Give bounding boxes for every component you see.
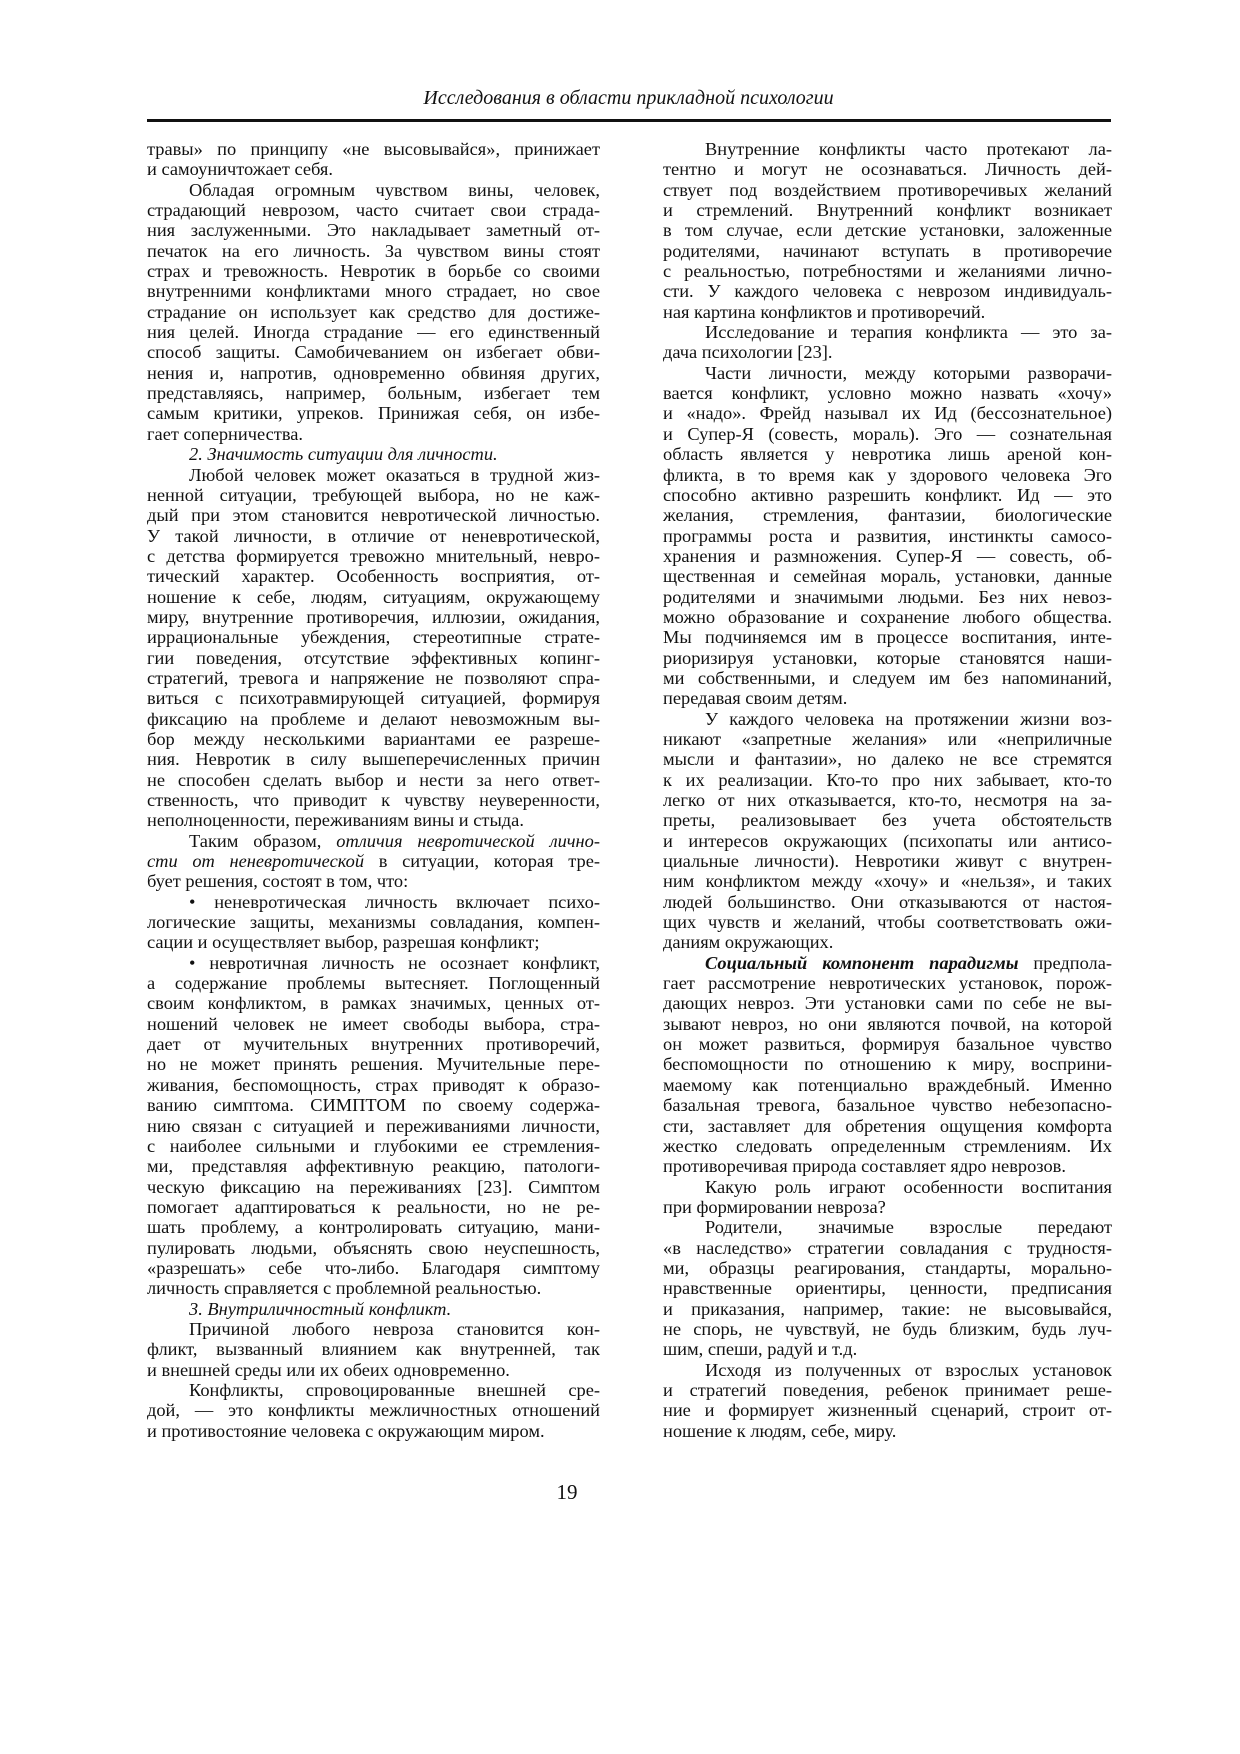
text-line: Исследование и терапия конфликта — это за- (705, 322, 1112, 343)
text-line: гии поведения, отсутствие эффективных копинг- (147, 647, 600, 668)
text-line: бор между несколькими вариантами ее разреше- (147, 728, 600, 749)
text-line: тический характер. Особенность восприятия, от- (147, 566, 600, 587)
text-line: не способен сделать выбор и нести за него ответ- (147, 769, 600, 790)
text-line: своим конфликтом, в рамках значимых, ценных от- (147, 993, 600, 1014)
text-line: нию связан с ситуацией и переживаниями личности, (147, 1115, 600, 1136)
text-line: жестко следовать определенным стремлениям. Их (663, 1135, 1112, 1156)
text-line: Причиной любого невроза становится кон- (189, 1318, 600, 1339)
running-header-title: Исследования в области прикладной психологии (423, 87, 834, 109)
text-line (147, 851, 600, 871)
text-column-right (663, 139, 1112, 1441)
page-number: 19 (556, 1480, 578, 1504)
text-run: в ситуации, которая тре- (364, 851, 600, 872)
text-line: и приказания, например, такие: не высовывайся, (663, 1298, 1112, 1319)
text-line: Исходя из полученных от взрослых установок (705, 1359, 1112, 1380)
text-line: и самоуничтожает себя. (147, 159, 333, 180)
italic-emphasis: 2. Значимость ситуации для личности. (189, 444, 498, 465)
text-line: Родители, значимые взрослые передают (705, 1217, 1112, 1238)
italic-emphasis: 3. Внутриличностный конфликт. (189, 1298, 452, 1319)
text-line: и стратегий поведения, ребенок принимает реше- (663, 1379, 1112, 1400)
text-line: с реальностью, потребностями и желаниями лично- (663, 261, 1112, 282)
text-line: ношение к себе, людям, ситуациям, окружающему (147, 586, 600, 607)
text-line: и интересов окружающих (психопаты или антисо- (663, 830, 1112, 851)
text-line: печаток на его личность. За чувством вины стоят (147, 240, 600, 261)
text-line: страх и тревожность. Невротик в борьбе со своими (147, 261, 600, 282)
text-line: способно активно разрешить конфликт. Ид — это (663, 484, 1112, 505)
text-line: ственность, что приводит к чувству неуверенности, (147, 790, 600, 810)
text-line: ношений человек не имеет свободы выбора, стра- (147, 1013, 600, 1034)
text-line: и внешней среды или их обеих одновременно. (147, 1359, 510, 1380)
text-run: Таким образом, (189, 830, 337, 851)
text-line: У каждого человека на протяжении жизни воз- (705, 708, 1112, 729)
text-line: фликта, в то время как у здорового человека Эго (663, 464, 1112, 485)
text-line: беспомощности по отношению к миру, восприни- (663, 1054, 1112, 1075)
text-line: представляясь, например, больным, избегает тем (147, 383, 600, 404)
text-line: шим, спеши, радуй и т.д. (663, 1339, 858, 1360)
text-line: зывают невроз, но они являются почвой, на которой (663, 1013, 1112, 1034)
text-line: Какую роль играют особенности воспитания (705, 1176, 1112, 1197)
text-line: щественная и семейная мораль, установки, данные (663, 566, 1112, 587)
text-line: и «надо». Фрейд называл их Ид (бессознательное) (663, 403, 1112, 424)
text-line: ния заслуженными. Это накладывает заметный от- (147, 220, 600, 241)
text-line: даниям окружающих. (663, 932, 834, 953)
text-line: ми, представляя аффективную реакцию, патологи- (147, 1156, 600, 1177)
text-line: гает рассмотрение невротических установок, порож- (663, 973, 1112, 994)
text-line: и стремлений. Внутренний конфликт возникает (663, 200, 1112, 221)
text-line: щих чувств и желаний, чтобы соответствовать ожи- (663, 912, 1112, 933)
text-line: фиксацию на проблеме и делают невозможным вы- (147, 708, 600, 729)
text-line: сти, заставляет для обретения ощущения комфорта (663, 1115, 1112, 1136)
text-line: родителями и значимыми людьми. Без них невоз- (663, 586, 1112, 607)
text-line: гает соперничества. (147, 423, 304, 444)
text-line: способ защиты. Самобичеванием он избегает обви- (147, 342, 600, 363)
text-line: людей большинство. Они отказываются от настоя- (663, 891, 1112, 912)
text-line: • невротичная личность не осознает конфликт, (189, 952, 600, 973)
text-line: желания, стремления, фантазии, биологические (663, 505, 1112, 526)
text-line: бует решения, состоят в том, что: (147, 871, 409, 892)
text-line: неполноценности, переживаниям вины и стыда. (147, 810, 524, 831)
text-line: шать проблему, а контролировать ситуацию, мани- (147, 1217, 600, 1238)
text-line: У такой личности, в отличие от неневротической, (147, 525, 600, 546)
text-line: ми, образцы реагирования, стандарты, морально- (663, 1257, 1112, 1278)
text-line: живания, беспомощность, страх приводят к образо- (147, 1074, 600, 1095)
text-line: с детства формируется тревожно мнительный, невро- (147, 545, 600, 566)
text-line: миру, внутренние противоречия, иллюзии, ожидания, (147, 606, 600, 627)
text-line: дает от мучительных внутренних противоречий, (147, 1034, 600, 1055)
italic-emphasis: отличия невротической лично- (336, 830, 601, 851)
text-line: страдающий неврозом, часто считает свои страда- (147, 200, 600, 221)
text-line: Внутренние конфликты часто протекают ла- (705, 139, 1112, 159)
text-line: ми собственными, и следуем им без напоминаний, (663, 667, 1112, 688)
text-line: Мы подчиняемся им в процессе воспитания, инте- (663, 627, 1112, 648)
text-line: фликт, вызванный влиянием как внутренней, так (147, 1339, 600, 1360)
text-line: при формировании невроза? (663, 1196, 886, 1217)
text-line: стратегий, тревога и напряжение не позволяют спра- (147, 667, 600, 688)
text-line: вается конфликт, условно можно назвать «хочу» (663, 383, 1112, 404)
text-line: дающих невроз. Эти установки сами по себе не вы- (663, 993, 1112, 1014)
text-line: помогает адаптироваться к реальности, но не ре- (147, 1196, 600, 1217)
text-line: легко от них отказывается, кто-то, несмотря на за- (663, 790, 1112, 810)
text-line: ная картина конфликтов и противоречий. (663, 301, 986, 322)
text-line: ние и формирует жизненный сценарий, строит от- (663, 1400, 1112, 1421)
text-line: можно образование и сохранение любого общества. (663, 606, 1112, 627)
text-line: и Супер-Я (совесть, мораль). Эго — сознательная (663, 423, 1112, 444)
text-line: ния целей. Иногда страдание — его единственный (147, 322, 600, 343)
text-line: ствует под воздействием противоречивых желаний (663, 179, 1112, 200)
text-line: родителями, начинают вступать в противоречие (663, 240, 1112, 261)
text-line: он может развиться, формируя базальное чувство (663, 1034, 1112, 1055)
text-line: «разрешать» себе что-либо. Благодаря симптому (147, 1257, 600, 1278)
text-line: сти. У каждого человека с неврозом индивидуаль- (663, 281, 1112, 302)
italic-emphasis: сти от неневротической (147, 851, 365, 872)
text-line: пулировать людьми, объяснять свою неуспешность, (147, 1237, 600, 1258)
text-line: ношение к людям, себе, миру. (663, 1420, 897, 1441)
bold-italic-emphasis: Социальный компонент парадигмы (705, 952, 1019, 973)
text-line: • неневротическая личность включает психо- (189, 891, 600, 912)
text-line: ненной ситуации, требующей выбора, но не каж- (147, 484, 600, 505)
text-line: внутренними конфликтами много страдает, но свое (147, 281, 600, 302)
text-line: ванию симптома. СИМПТОМ по своему содержа- (147, 1095, 600, 1116)
text-line: дой, — это конфликты межличностных отношений (147, 1400, 600, 1421)
text-line: страдание он использует как средство для достиже- (147, 301, 600, 322)
text-line: хранения и размножения. Супер-Я — совесть, об- (663, 545, 1112, 566)
text-line: преты, реализовывает без учета обстоятельств (663, 810, 1112, 831)
text-column-left (147, 139, 600, 1441)
text-line: к их реализации. Кто-то про них забывает, кто-то (663, 769, 1112, 790)
text-line: дача психологии [23]. (663, 342, 833, 363)
text-line: в том случае, если детские установки, заложенные (663, 220, 1112, 241)
text-line: травы» по принципу «не высовывайся», принижает (147, 139, 600, 159)
text-line: ния. Невротик в силу вышеперечисленных причин (147, 749, 600, 770)
text-line: с наиболее сильными и глубокими ее стремления- (147, 1135, 600, 1156)
text-line: иррациональные убеждения, стереотипные страте- (147, 627, 600, 648)
text-line: программы роста и развития, инстинкты самосо- (663, 525, 1112, 546)
text-line: область является у невротика лишь ареной кон- (663, 444, 1112, 465)
text-line: передавая своим детям. (663, 688, 848, 709)
text-line: не спорь, не чувствуй, не будь близким, будь луч- (663, 1318, 1112, 1339)
text-line: но не может принять решения. Мучительные пере- (147, 1054, 600, 1075)
text-line: базальная тревога, базальное чувство небезопасно- (663, 1095, 1112, 1116)
text-line: нения и, напротив, одновременно обвиняя других, (147, 362, 600, 383)
text-line: тентно и могут не осознаваться. Личность дей- (663, 159, 1112, 180)
text-line: ческую фиксацию на переживаниях [23]. Симптом (147, 1176, 600, 1197)
text-line (147, 444, 600, 464)
text-line: ним конфликтом между «хочу» и «нельзя», и таких (663, 871, 1112, 892)
text-line: маемому как потенциально враждебный. Именно (663, 1074, 1112, 1095)
text-line: логические защиты, механизмы совладания, компен- (147, 912, 600, 933)
text-line: виться с психотравмирующей ситуацией, формируя (147, 688, 600, 709)
text-line (663, 953, 1112, 973)
text-line: Конфликты, спровоцированные внешней сре- (189, 1379, 600, 1400)
text-line: дый при этом становится невротической личностью. (147, 505, 600, 526)
text-line: Любой человек может оказаться в трудной жиз- (189, 464, 600, 485)
text-line: личность справляется с проблемной реальностью. (147, 1278, 542, 1299)
text-line: самым критики, упреков. Принижая себя, он избе- (147, 403, 600, 424)
text-line: противоречивая природа составляет ядро неврозов. (663, 1156, 1066, 1177)
text-run: предпола- (1018, 952, 1112, 973)
text-line (147, 831, 600, 851)
text-line: циальные личности). Невротики живут с внутрен- (663, 851, 1112, 872)
text-line: Обладая огромным чувством вины, человек, (189, 179, 600, 200)
text-line: никают «запретные желания» или «неприличные (663, 728, 1112, 749)
text-line: мысли и фантазии», но далеко не все стремятся (663, 749, 1112, 770)
text-line: Части личности, между которыми разворачи- (705, 362, 1112, 383)
text-line: «в наследство» стратегии совладания с трудностя- (663, 1237, 1112, 1258)
text-line (147, 1299, 600, 1319)
text-line: сации и осуществляет выбор, разрешая конфликт; (147, 932, 540, 953)
text-line: и противостояние человека с окружающим миром. (147, 1420, 545, 1441)
text-line: риоризируя установки, которые становятся наши- (663, 647, 1112, 668)
text-line: а содержание проблемы вытесняет. Поглощенный (147, 973, 600, 994)
header-rule (147, 119, 1111, 122)
text-line: нравственные ориентиры, ценности, предписания (663, 1278, 1112, 1299)
